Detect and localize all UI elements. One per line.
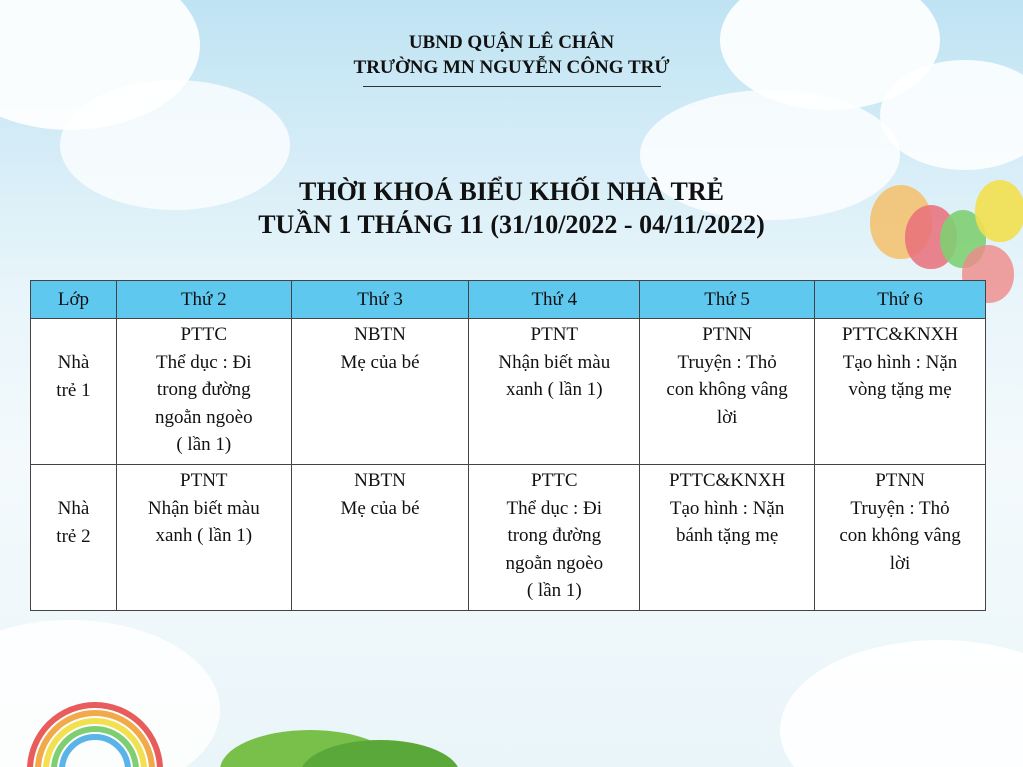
- header-divider: [363, 86, 661, 87]
- activity-area-label: PTNN: [875, 470, 925, 491]
- activity-description-line: xanh ( lần 1): [506, 379, 603, 400]
- activity-area-label: PTNT: [180, 470, 228, 491]
- activity-description-line: Tạo hình : Nặn: [842, 351, 958, 373]
- school-name: TRƯỜNG MN NGUYỄN CÔNG TRỨ: [353, 57, 670, 78]
- class-name-line: trẻ 1: [56, 379, 91, 401]
- activity-cell-friday: [815, 465, 986, 611]
- column-header-wednesday: Thứ 4: [469, 281, 640, 319]
- cloud-decoration: [780, 640, 1023, 767]
- activity-description-line: ( lần 1): [176, 434, 232, 455]
- column-header-thursday: Thứ 5: [640, 281, 815, 319]
- activity-description-line: lời: [889, 552, 911, 574]
- title-line-2: TUẦN 1 THÁNG 11 (31/10/2022 - 04/11/2022): [258, 210, 765, 239]
- activity-description-line: Thể dục : Đi: [156, 351, 252, 373]
- class-name-line: Nhà: [57, 352, 90, 373]
- activity-description-line: ngoằn ngoèo: [154, 406, 253, 428]
- activity-cell-wednesday: [469, 319, 640, 465]
- activity-area-label: PTTC&KNXH: [841, 324, 959, 345]
- activity-area-label: PTNT: [530, 324, 579, 345]
- activity-description-line: Nhận biết màu: [147, 497, 260, 519]
- column-header-monday: Thứ 2: [116, 281, 291, 319]
- title-line-1: THỜI KHOÁ BIỂU KHỐI NHÀ TRẺ: [299, 177, 724, 206]
- activity-description-line: trong đường: [507, 525, 602, 546]
- activity-area-label: NBTN: [354, 470, 406, 491]
- activity-cell-monday: [116, 319, 291, 465]
- activity-description-line: Tạo hình : Nặn: [669, 497, 785, 519]
- activity-description-line: Truyện : Thỏ: [850, 497, 950, 519]
- activity-description-line: Thể dục : Đi: [506, 497, 603, 519]
- class-name-line: trẻ 2: [56, 525, 91, 547]
- timetable-header-row: [31, 281, 986, 319]
- activity-area-label: PTTC&KNXH: [669, 470, 786, 491]
- activity-description-line: Mẹ của bé: [340, 497, 420, 519]
- page-title: [0, 175, 1023, 241]
- activity-area-label: PTTC: [180, 324, 227, 345]
- activity-description-line: con không vâng: [666, 379, 788, 400]
- activity-description-line: trong đường: [156, 379, 251, 400]
- class-name-cell: [31, 319, 117, 465]
- column-header-friday: Thứ 6: [815, 281, 986, 319]
- activity-description-line: Nhận biết màu: [498, 351, 611, 373]
- class-name-line: Nhà: [57, 498, 90, 519]
- table-row: [31, 465, 986, 611]
- rainbow-decoration: [20, 690, 170, 767]
- column-header-tuesday: Thứ 3: [291, 281, 469, 319]
- activity-cell-tuesday: [291, 319, 469, 465]
- activity-cell-monday: [116, 465, 291, 611]
- activity-description-line: Truyện : Thỏ: [677, 351, 777, 373]
- activity-cell-friday: [815, 319, 986, 465]
- class-name-cell: [31, 465, 117, 611]
- activity-description-line: ngoằn ngoèo: [505, 552, 604, 574]
- school-header: [0, 30, 1023, 87]
- activity-description-line: lời: [716, 406, 738, 428]
- district-name: UBND QUẬN LÊ CHÂN: [408, 32, 615, 53]
- activity-description-line: Mẹ của bé: [340, 351, 420, 373]
- timetable: [30, 280, 986, 611]
- activity-description-line: xanh ( lần 1): [155, 525, 253, 546]
- activity-description-line: ( lần 1): [526, 580, 582, 601]
- activity-cell-tuesday: [291, 465, 469, 611]
- activity-area-label: PTNN: [702, 324, 752, 345]
- activity-area-label: PTTC: [531, 470, 578, 491]
- activity-cell-wednesday: [469, 465, 640, 611]
- activity-description-line: bánh tặng mẹ: [675, 525, 779, 546]
- activity-area-label: NBTN: [354, 324, 406, 345]
- table-row: [31, 319, 986, 465]
- activity-description-line: vòng tặng mẹ: [848, 379, 952, 400]
- activity-description-line: con không vâng: [839, 525, 961, 546]
- activity-cell-thursday: [640, 319, 815, 465]
- column-header-class: Lớp: [31, 281, 117, 319]
- activity-cell-thursday: [640, 465, 815, 611]
